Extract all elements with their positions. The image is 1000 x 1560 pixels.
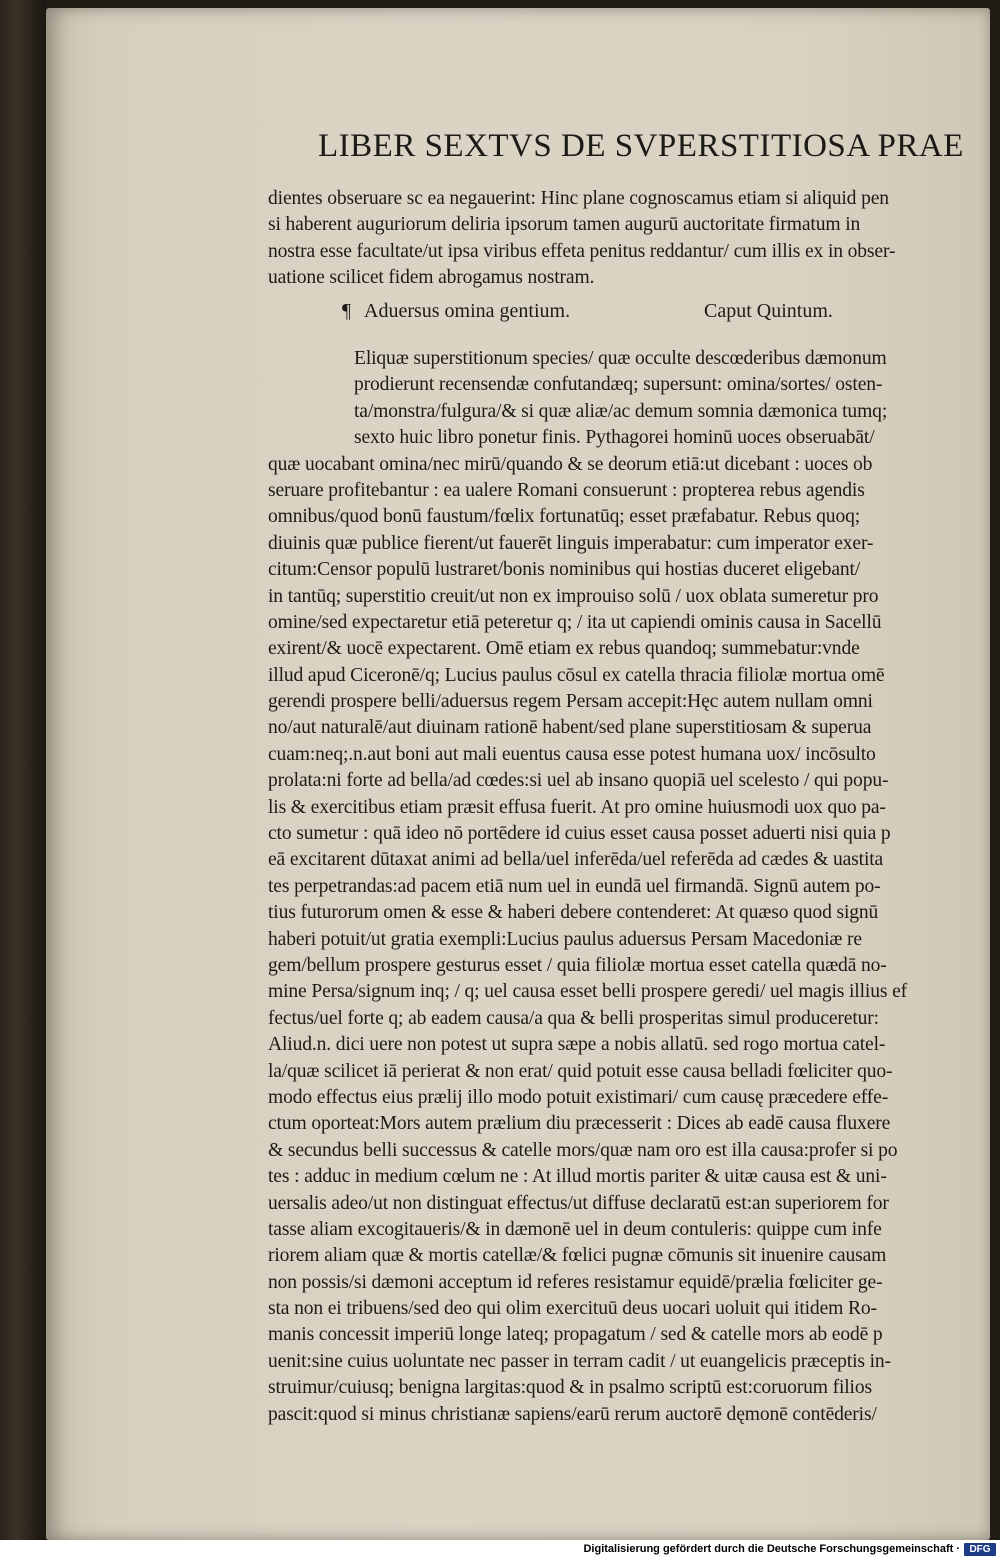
text-line: eā excitarent dūtaxat animi ad bella/uel inferēda/uel referēda ad cædes & uastita xyxy=(268,849,884,871)
text-line: & secundus belli successus & catelle mors/quæ nam oro est illa causa:profer si po xyxy=(268,1139,898,1161)
text-line: omnibus/quod bonū faustum/fœlix fortunatūq; esset præfabatur. Rebus quoq; xyxy=(268,506,861,528)
text-line: seruare profitebantur : ea ualere Romani consuerunt : propterea rebus agendis xyxy=(268,479,865,501)
text-line: uersalis adeo/ut non distinguat effectus/ut diffuse declaratū est:an superiorem for xyxy=(268,1192,889,1214)
intro-paragraph xyxy=(268,186,958,292)
main-paragraph xyxy=(268,346,958,1428)
text-line: gerendi prospere belli/aduersus regem Persam accepit:Hęc autem nullam omni xyxy=(268,691,873,713)
text-line: illud apud Ciceronē/q; Lucius paulus cōsul ex catella thracia filiolæ mortua omē xyxy=(268,664,885,686)
text-line: la/quæ scilicet iā perierat & non erat/ quid potuit esse causa belladi fœliciter quo- xyxy=(268,1060,893,1082)
chapter-number: Caput Quintum. xyxy=(704,300,833,322)
funding-notice: Digitalisierung gefördert durch die Deutsche Forschungsgemeinschaft · xyxy=(583,1543,960,1555)
text-line: prolata:ni forte ad bella/ad cœdes:si uel ab insano quopiā uel scelesto / qui popu- xyxy=(268,770,889,792)
text-line: tes perpetrandas:ad pacem etiā num uel in eundā uel firmandā. Signū autem po- xyxy=(268,875,881,897)
text-line: riorem aliam quæ & mortis catellæ/& fœlici pugnæ cōmunis sit inuenire causam xyxy=(268,1245,887,1267)
text-line: ta/monstra/fulgura/& si quæ aliæ/ac demum somnia dæmonica tumq; xyxy=(354,400,888,422)
text-line: tasse aliam excogitaueris/& in dæmonē uel in deum contuleris: quippe cum infe xyxy=(268,1218,882,1240)
text-line: tes : adduc in medium cœlum ne : At illud mortis pariter & uitæ causa est & uni- xyxy=(268,1166,887,1188)
text-line: haberi potuit/ut gratia exempli:Lucius paulus aduersus Persam Macedoniæ re xyxy=(268,928,862,950)
text-line: citum:Censor populū lustraret/bonis nominibus qui hostias duceret eligebant/ xyxy=(268,559,861,581)
digitization-footer xyxy=(0,1540,1000,1560)
chapter-title: Aduersus omina gentium. xyxy=(364,300,571,322)
text-line: struimur/cuiusq; benigna largitas:quod & in psalmo scriptū est:coruorum filios xyxy=(268,1377,872,1399)
text-line: uatione scilicet fidem abrogamus nostram. xyxy=(268,267,595,289)
text-line: dientes obseruare sc ea negauerint: Hinc plane cognoscamus etiam si aliquid pen xyxy=(268,188,889,209)
text-line: manis concessit imperiū longe lateq; propagatum / sed & catelle mors ab eodē p xyxy=(268,1324,883,1346)
text-line: diuinis quæ publice fierent/ut fauerēt linguis imperabatur: cum imperator exer- xyxy=(268,532,874,554)
text-line: ctum oporteat:Mors autem prælium diu præcesserit : Dices ab eadē causa fluxere xyxy=(268,1113,891,1135)
text-line: cuam:neq;.n.aut boni aut mali euentus causa esse potest humana uox/ incōsulto xyxy=(268,743,876,765)
text-line: tius futurorum omen & esse & haberi debere contenderet: At quæso quod signū xyxy=(268,902,879,924)
text-line: prodierunt recensendæ confutandæq; supersunt: omina/sortes/ osten- xyxy=(354,374,883,396)
chapter-heading xyxy=(340,300,900,330)
text-line: non possis/si dæmoni acceptum id referes resistamur equidē/prælia fœliciter ge- xyxy=(268,1271,883,1293)
dfg-logo: DFG xyxy=(964,1543,996,1556)
text-line: pascit:quod si minus christianæ sapiens/earū rerum auctorē dęmonē contēderis/ xyxy=(268,1403,877,1425)
text-line: no/aut naturalē/aut diuinam rationē habent/sed plane superstitiosam & superua xyxy=(268,717,872,739)
text-line: lis & exercitibus etiam præsit effusa fuerit. At pro omine huiusmodi uox quo pa- xyxy=(268,796,886,818)
text-line: uenit:sine cuius uoluntate nec passer in terram cadit / ut euangelicis præceptis in- xyxy=(268,1350,891,1372)
running-head: LIBER SEXTVS DE SVPERSTITIOSA PRAE xyxy=(318,128,964,164)
text-line: mine Persa/signum inq; / q; uel causa esset belli prospere geredi/ uel magis illius ef xyxy=(268,981,907,1003)
text-line: sexto huic libro ponetur finis. Pythagorei hominū uoces obseruabāt/ xyxy=(354,427,875,449)
text-line: quæ uocabant omina/nec mirū/quando & se deorum etiā:ut dicebant : uoces ob xyxy=(268,453,873,475)
text-line: si haberent auguriorum deliria ipsorum tamen augurū auctoritate firmatum in xyxy=(268,214,861,236)
text-line: cto sumetur : quā ideo nō portēdere id cuius esset causa posset aduerti nisi quia p xyxy=(268,823,891,845)
text-line: modo effectus eius prælij illo modo potuit existimari/ cum causę præcedere effe- xyxy=(268,1086,889,1108)
text-line: in tantūq; superstitio creuit/ut non ex improuiso solū / uox oblata sumeretur pro xyxy=(268,585,879,607)
pilcrow-icon: ¶ xyxy=(342,300,352,322)
text-line: nostra esse facultate/ut ipsa viribus effeta penitus reddantur/ cum illis ex in obser- xyxy=(268,240,896,262)
text-line: fectus/uel forte q; ab eadem causa/a qua & belli prosperitas simul produceretur: xyxy=(268,1007,879,1029)
text-line: omine/sed expectaretur etiā peteretur q; / ita ut capiendi ominis causa in Sacellū xyxy=(268,611,882,633)
text-line: exirent/& uocē expectarent. Omē etiam ex rebus quandoq; summebatur:vnde xyxy=(268,638,860,660)
text-line: Eliquæ superstitionum species/ quæ occulte descœderibus dæmonum xyxy=(354,348,887,369)
text-line: sta non ei tribuens/sed deo qui olim exercituū deus uocari uoluit qui itidem Ro- xyxy=(268,1298,877,1320)
text-line: gem/bellum prospere gesturus esset / quia filiolæ mortua esset catella quædā no- xyxy=(268,954,887,976)
text-line: Aliud.n. dici uere non potest ut supra sæpe a nobis allatū. sed rogo mortua catel- xyxy=(268,1034,886,1056)
